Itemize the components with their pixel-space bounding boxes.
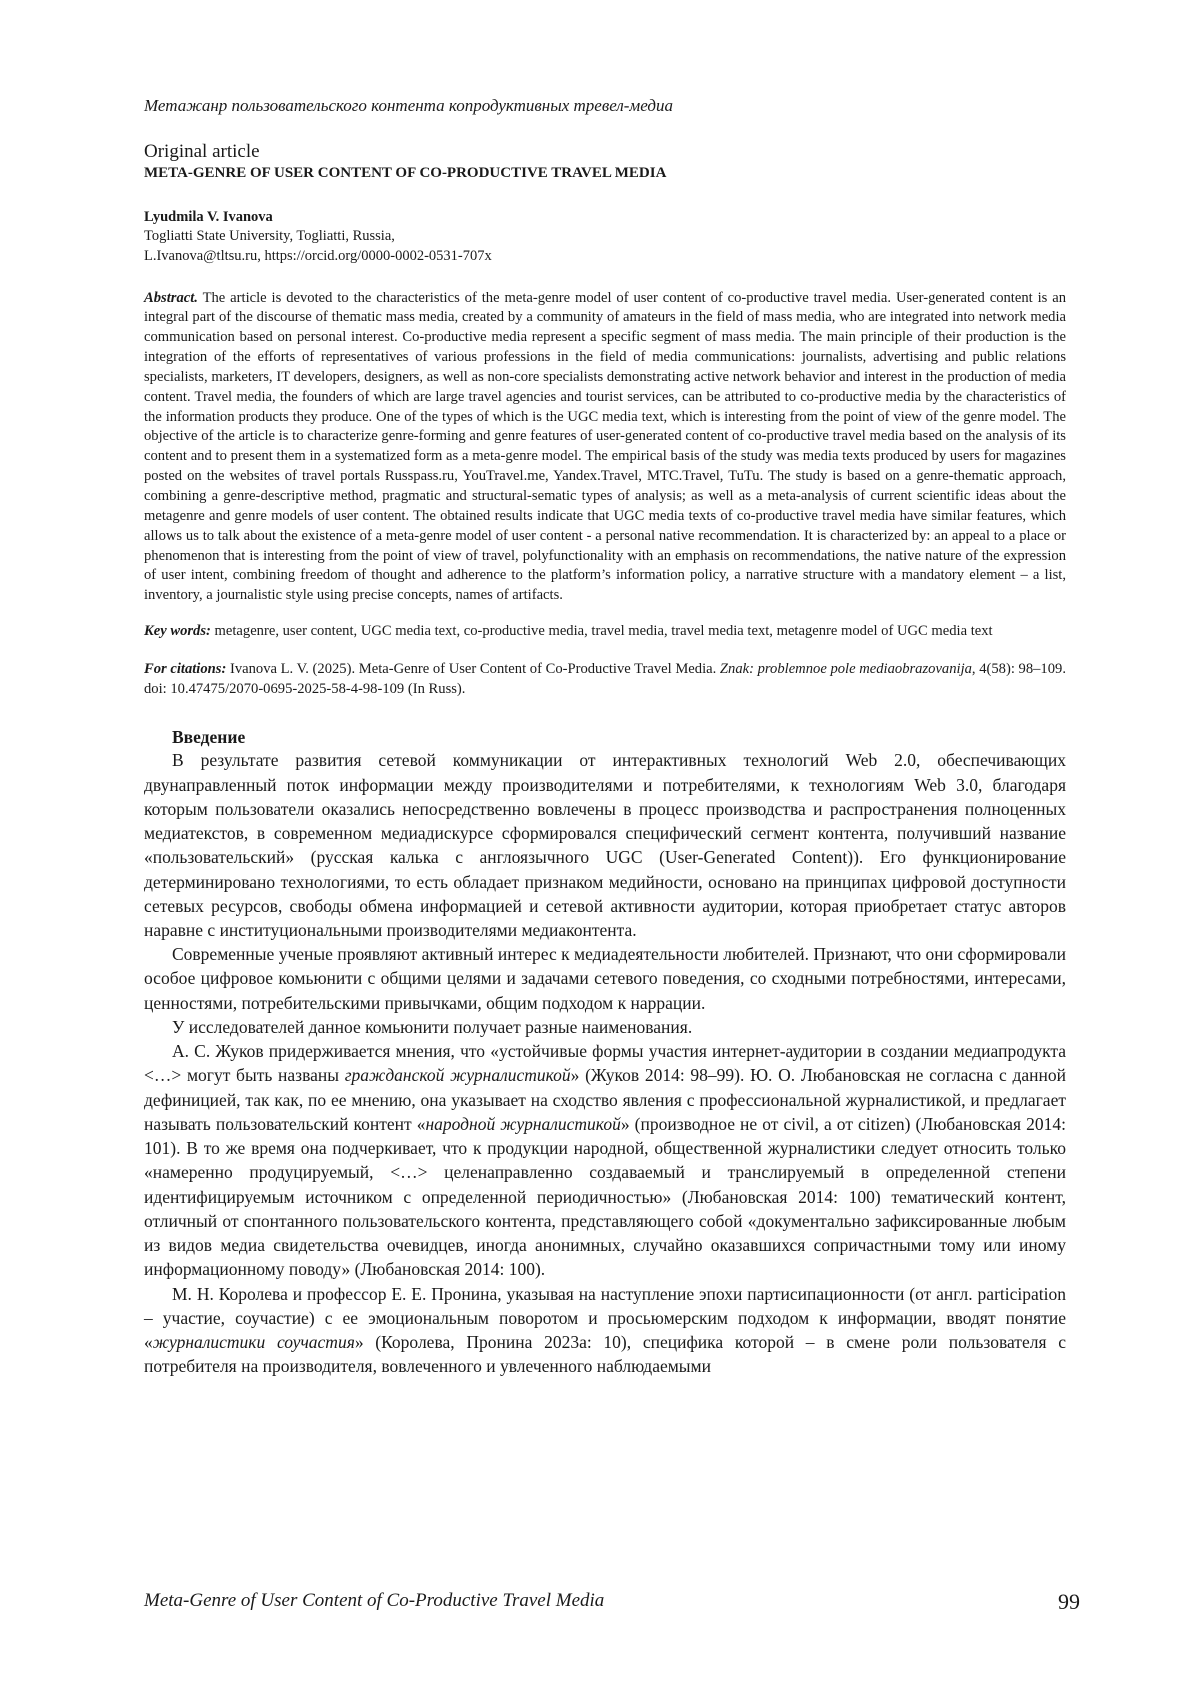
paragraph: А. С. Жуков придерживается мнения, что «устойчивые формы участия интернет-аудитории в создании медиапродукта <…> могут быть названы гражданской журналистикой» (Жуков 2014: 98–99). Ю. О. Любановская не согласна с данной дефиницией, так как, по ее мнению, она указывает на сходство явления с профессиональной журналистикой, и предлагает называть пользовательский контент «народной журналистикой» (производное не от civil, а от citizen) (Любановская 2014: 101). В то же время она подчеркивает, что к продукции народной, общественной журналистики следует относить только «намеренно продуцируемый, <…> целенаправленно создаваемый и транслируемый в определенной степени идентифицируемым источником с определенной периодичностью» (Любановская 2014: 100) тематический контент, отличный от спонтанного пользовательского контента, представляющего собой «документально зафиксированные любым из видов медиа свидетельства очевидцев, иногда анонимных, случайно оказавшихся сопричастными тому или иному информационному поводу» (Любановская 2014: 100). <box>144 1041 1066 1280</box>
keywords-text: metagenre, user content, UGC media text, co-productive media, travel media, travel media text, metagenre model of UGC media text <box>214 623 993 640</box>
paragraph: М. Н. Королева и профессор Е. Е. Пронина, указывая на наступление эпохи партисипационности (от англ. participation – участие, соучастие) с ее эмоциональным поворотом и просьюмерским подходом к информации, вводят понятие «журналистики соучастия» (Королева, Пронина 2023a: 10), специфика которой – в смене роли пользователя с потребителя на производителя, вовлеченного и увлеченного наблюдаемыми <box>144 1283 1066 1377</box>
page-content <box>144 96 1066 1378</box>
emphasis: журналистики соучастия <box>152 1331 355 1352</box>
body-text <box>144 748 1066 1378</box>
article-type: Original article <box>144 141 260 162</box>
page-number: 99 <box>1058 1589 1080 1614</box>
author-block <box>144 208 1066 267</box>
citation-label: For citations: <box>144 660 227 677</box>
paragraph: Современные ученые проявляют активный интерес к медиадеятельности любителей. Признают, что они сформировали особое цифровое комьюнити с общими целями и задачами сетевого поведения, со сходными потребностями, интересами, ценностями, потребительскими привычками, общим подходом к наррации. <box>144 944 1066 1013</box>
citation-details: , 4(58): 98–109. doi: 10.47475/2070-0695-2025-58-4-98-109 (In Russ). <box>144 660 1066 697</box>
author-contact: L.Ivanova@tltsu.ru, https://orcid.org/0000-0002-0531-707x <box>144 248 492 265</box>
running-header: Метажанр пользовательского контента копродуктивных тревел-медиа <box>144 96 674 115</box>
abstract-text: The article is devoted to the characteristics of the meta-genre model of user content of co-productive travel media. User-generated content is an integral part of the discourse of thematic mass media, created by a community of amateurs in the field of mass media, who are integrated into network media communication based on personal interest. Co-productive media represent a specific segment of mass media. The main principle of their production is the integration of the efforts of representatives of various professions in the field of media communications: journalists, advertising and public relations specialists, marketers, IT developers, designers, as well as non-core specialists demonstrating active network behavior and interest in the production of media content. Travel media, the founders of which are large travel agencies and tourist services, can be attributed to co-productive media by the characteristics of the information products they produce. One of the types of which is the UGC media text, which is interesting from the point of view of the genre model. The objective of the article is to characterize genre-forming and genre features of user-generated content of co-productive travel media based on the analysis of its content and to present them in a systematized form as a meta-genre model. The empirical basis of the study was media texts produced by users for magazines posted on the websites of travel portals Russpass.ru, YouTravel.me, Yandex.Travel, MTC.Travel, TuTu. The study is based on a genre-thematic approach, combining a genre-descriptive method, pragmatic and structural-sematic types of analysis; as well as a meta-analysis of current scientific ideas about the metagenre and genre models of user content. The obtained results indicate that UGC media texts of co-productive travel media have similar features, which allows us to talk about the existence of a meta-genre model of user content - a personal native recommendation. It is characterized by: an appeal to a place or phenomenon that is interesting from the point of view of travel, polyfunctionality with an emphasis on recommendations, the native nature of the expression of user intent, combining freedom of thought and adherence to the platform’s information policy, a narrative structure with a mandatory element – a list, inventory, a journalistic style using precise concepts, names of artifacts. <box>144 289 1067 604</box>
footer-title: Meta-Genre of User Content of Co-Productive Travel Media <box>144 1590 605 1611</box>
citation-journal: Znak: problemnoe pole mediaobrazovanija <box>719 660 972 677</box>
section-heading: Введение <box>172 726 246 747</box>
author-name: Lyudmila V. Ivanova <box>144 208 273 225</box>
keywords <box>144 622 1066 642</box>
article-title: META-GENRE OF USER CONTENT OF CO-PRODUCTIVE TRAVEL MEDIA <box>144 164 667 181</box>
emphasis: гражданской журналистикой <box>344 1065 571 1086</box>
paragraph: У исследователей данное комьюнити получает разные наименования. <box>172 1016 693 1037</box>
author-affiliation: Togliatti State University, Togliatti, Russia, <box>144 228 395 245</box>
abstract <box>144 289 1066 607</box>
page-footer <box>144 1590 1080 1612</box>
abstract-label: Abstract. <box>144 289 198 306</box>
emphasis: народной журналистикой <box>425 1113 621 1134</box>
citation <box>144 660 1066 700</box>
citation-authors: Ivanova L. V. (2025). Meta-Genre of User Content of Co-Productive Travel Media. <box>229 660 717 677</box>
keywords-label: Key words: <box>144 623 211 640</box>
paragraph: В результате развития сетевой коммуникации от интерактивных технологий Web 2.0, обеспечивающих двунаправленный поток информации между производителями и потребителями, к технологиям Web 3.0, благодаря которым пользователи оказались непосредственно вовлечены в процесс производства и распространения полноценных медиатекстов, в современном медиадискурсе сформировался специфический сегмент контента, получивший название «пользовательский» (русская калька с англоязычного UGC (User-Generated Content)). Его функционирование детерминировано технологиями, то есть обладает признаком медийности, основано на принципах цифровой доступности сетевых ресурсов, свободы обмена информацией и сетевой активности аудитории, которая приобретает статус авторов наравне с институциональными производителями медиаконтента. <box>144 750 1066 940</box>
